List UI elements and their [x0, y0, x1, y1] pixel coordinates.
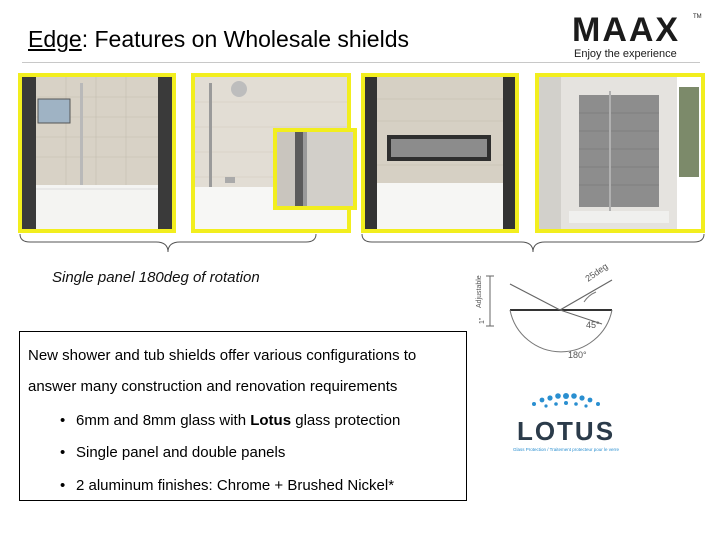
- title-edge: Edge: [28, 26, 82, 52]
- maax-logo-tagline: Enjoy the experience: [574, 48, 677, 60]
- bullet-finishes: [60, 477, 394, 494]
- lotus-logo-word: LOTUS: [516, 416, 616, 446]
- diagram-one-inch-label: 1": [479, 317, 486, 324]
- brace-left: [18, 232, 318, 254]
- title-rest: : Features on Wholesale shields: [81, 26, 409, 52]
- description-line-1: New shower and tub shields offer various configurations to: [28, 347, 417, 364]
- lotus-logo: [498, 392, 638, 463]
- maax-logo: [572, 12, 700, 62]
- maax-logo-tm: TM: [693, 14, 702, 20]
- bullet-glass: [60, 412, 400, 429]
- photo-shower-door: [535, 73, 705, 233]
- bullet-panels-text: Single panel and double panels: [76, 444, 286, 461]
- photo-hinge-detail: [273, 128, 357, 210]
- brace-right: [360, 232, 706, 254]
- photo-tub-shield-3: [361, 73, 519, 233]
- bullet-marker: •: [60, 477, 66, 494]
- description-line-2: answer many construction and renovation requirements: [28, 378, 398, 395]
- diagram-angle-bottom-label: 180°: [568, 350, 587, 360]
- bullet-glass-pre: 6mm and 8mm glass with: [76, 412, 251, 429]
- bullet-marker: •: [60, 412, 66, 429]
- lotus-logo-tagline: Glass Protection / Traitement protecteur pour le verre: [512, 447, 620, 452]
- rotation-caption: Single panel 180deg of rotation: [52, 269, 260, 286]
- title-divider: [22, 62, 700, 63]
- bullet-panels: [60, 444, 285, 461]
- bullet-glass-lotus: Lotus: [250, 412, 292, 429]
- bullet-finishes-text: 2 aluminum finishes: Chrome + Brushed Nickel*: [76, 477, 395, 494]
- bullet-marker: •: [60, 444, 66, 461]
- diagram-angle-mid-label: 45°: [586, 320, 600, 330]
- diagram-angle-top-label: 25deg: [583, 262, 610, 284]
- diagram-adjustable-label: Adjustable: [476, 275, 483, 308]
- photo-tub-shield-1: [18, 73, 176, 233]
- rotation-diagram: [472, 262, 632, 367]
- slide-title: [28, 26, 409, 53]
- bullet-glass-post: glass protection: [291, 412, 401, 429]
- maax-logo-word: MAAX: [572, 11, 681, 49]
